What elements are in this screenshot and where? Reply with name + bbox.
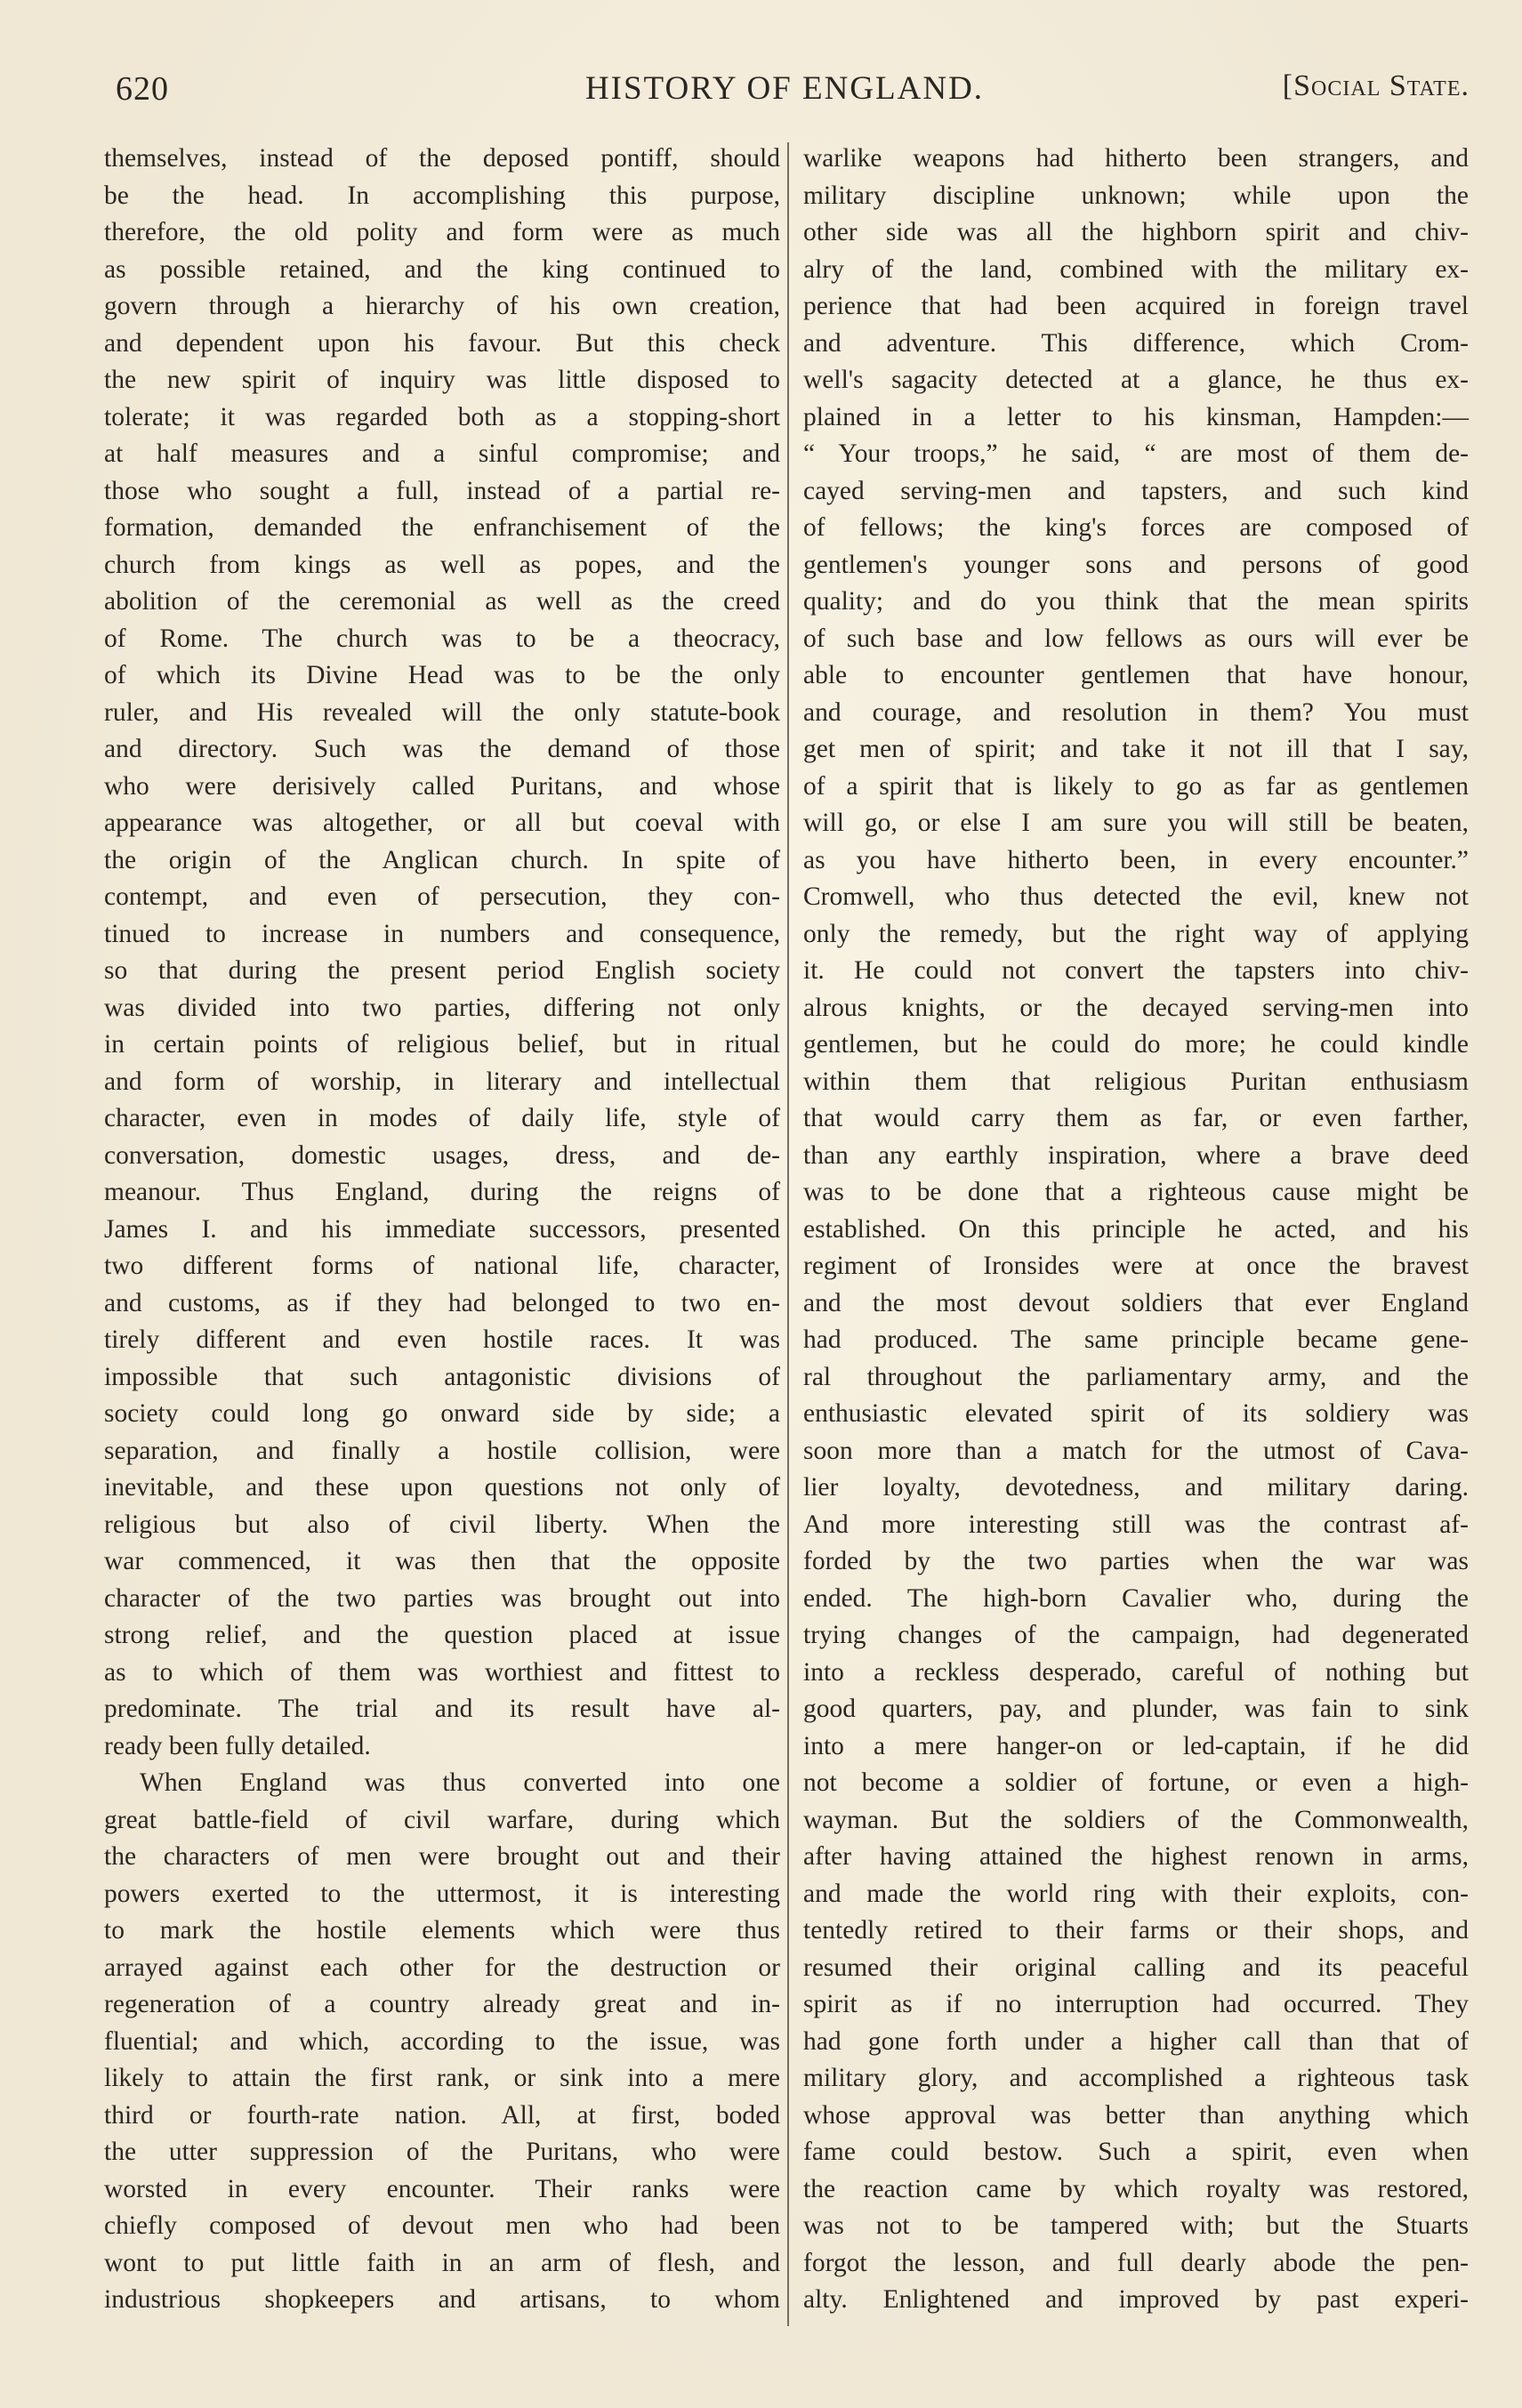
text-line: and courage, and resolution in them? You must xyxy=(803,697,1469,727)
text-line: into a reckless desperado, careful of nothing but xyxy=(803,1657,1469,1687)
page-header xyxy=(100,69,1470,112)
text-line: perience that had been acquired in foreign travel xyxy=(803,292,1469,320)
text-line: formation, demanded the enfranchisement of the xyxy=(104,513,780,542)
text-line: and made the world ring with their exploits, con- xyxy=(803,1879,1469,1908)
text-line: wayman. But the soldiers of the Commonwealth, xyxy=(803,1805,1469,1834)
text-line: at half measures and a sinful compromise; and xyxy=(104,439,780,468)
text-line: When England was thus converted into one xyxy=(140,1768,780,1797)
text-line: tinued to increase in numbers and consequence, xyxy=(104,919,780,948)
text-line: good quarters, pay, and plunder, was fain to sink xyxy=(803,1695,1469,1723)
text-line: the new spirit of inquiry was little disposed to xyxy=(104,366,780,394)
text-line: chiefly composed of devout men who had been xyxy=(104,2211,780,2240)
text-line: trying changes of the campaign, had degenerated xyxy=(803,1621,1469,1649)
text-line: character, even in modes of daily life, style of xyxy=(104,1104,780,1132)
text-line: the utter suppression of the Puritans, who were xyxy=(104,2138,780,2166)
text-line: ready been fully detailed. xyxy=(104,1731,371,1760)
text-line: conversation, domestic usages, dress, and de- xyxy=(104,1140,780,1170)
text-line: able to encounter gentlemen that have honour, xyxy=(803,661,1469,689)
text-line: those who sought a full, instead of a partial re- xyxy=(104,476,780,505)
text-line: church from kings as well as popes, and the xyxy=(104,550,780,579)
text-line: as to which of them was worthiest and fittest to xyxy=(104,1657,780,1687)
column-divider xyxy=(787,142,789,2326)
text-line: fluential; and which, according to the issue, was xyxy=(104,2026,780,2056)
text-line: predominate. The trial and its result have al- xyxy=(104,1695,780,1723)
text-line: meanour. Thus England, during the reigns of xyxy=(104,1178,780,1206)
text-line: forded by the two parties when the war was xyxy=(803,1547,1469,1575)
text-line: powers exerted to the uttermost, it is interesting xyxy=(104,1879,780,1908)
text-line: only the remedy, but the right way of applying xyxy=(803,919,1469,948)
text-line: within them that religious Puritan enthusiasm xyxy=(803,1067,1469,1096)
text-line: that would carry them as far, or even farther, xyxy=(803,1104,1469,1132)
text-line: of which its Divine Head was to be the only xyxy=(104,661,780,689)
text-line: James I. and his immediate successors, presented xyxy=(104,1214,780,1244)
text-line: to mark the hostile elements which were thus xyxy=(104,1916,780,1945)
text-line: ral throughout the parliamentary army, and the xyxy=(803,1362,1469,1391)
text-line: other side was all the highborn spirit and chiv- xyxy=(803,218,1469,246)
text-line: spirit as if no interruption had occurred. They xyxy=(803,1990,1469,2018)
text-line: was not to be tampered with; but the Stuarts xyxy=(803,2211,1469,2240)
text-line: Cromwell, who thus detected the evil, knew not xyxy=(803,882,1469,911)
text-line: whose approval was better than anything which xyxy=(803,2100,1469,2130)
text-line: gentlemen's younger sons and persons of good xyxy=(803,550,1469,579)
text-line: had gone forth under a higher call than that of xyxy=(803,2026,1469,2056)
text-line: impossible that such antagonistic divisions of xyxy=(104,1362,780,1391)
text-line: war commenced, it was then that the opposite xyxy=(104,1547,780,1575)
text-line: separation, and finally a hostile collision, were xyxy=(104,1436,780,1465)
text-line: wont to put little faith in an arm of flesh, and xyxy=(104,2248,780,2277)
text-line: of a spirit that is likely to go as far as gentlemen xyxy=(803,771,1469,801)
text-line: “ Your troops,” he said, “ are most of them de- xyxy=(803,439,1469,468)
text-line: military discipline unknown; while upon the xyxy=(803,181,1469,210)
text-line: was to be done that a righteous cause might be xyxy=(803,1178,1469,1206)
text-line: in certain points of religious belief, but in ritual xyxy=(104,1030,780,1059)
text-line: tentedly retired to their farms or their shops, and xyxy=(803,1916,1469,1945)
text-line: well's sagacity detected at a glance, he thus ex- xyxy=(803,366,1469,394)
text-line: forgot the lesson, and full dearly abode the pen- xyxy=(803,2248,1469,2277)
text-line: worsted in every encounter. Their ranks were xyxy=(104,2174,780,2203)
text-line: as possible retained, and the king continued to xyxy=(104,254,780,284)
text-line: arrayed against each other for the destruction or xyxy=(104,1953,780,1982)
text-line: resumed their original calling and its peaceful xyxy=(803,1953,1469,1982)
text-line: and dependent upon his favour. But this check xyxy=(104,328,780,358)
text-line: lier loyalty, devotedness, and military daring. xyxy=(803,1473,1469,1502)
text-line: established. On this principle he acted, and his xyxy=(803,1214,1469,1244)
text-line: so that during the present period English society xyxy=(104,956,780,985)
text-line: get men of spirit; and take it not ill that I say, xyxy=(803,735,1469,763)
left-text-column xyxy=(104,141,780,2319)
text-line: contempt, and even of persecution, they con- xyxy=(104,882,780,911)
text-line: cayed serving-men and tapsters, and such kind xyxy=(803,476,1469,505)
running-title: HISTORY OF ENGLAND. xyxy=(584,70,985,107)
text-line: society could long go onward side by side; a xyxy=(104,1399,780,1428)
text-line: regeneration of a country already great and in- xyxy=(104,1990,780,2018)
text-line: had produced. The same principle became gene- xyxy=(803,1325,1469,1354)
text-line: strong relief, and the question placed at issue xyxy=(104,1621,780,1649)
text-line: character of the two parties was brought out into xyxy=(104,1583,780,1613)
text-line: the origin of the Anglican church. In spite of xyxy=(104,845,780,874)
text-line: fame could bestow. Such a spirit, even when xyxy=(803,2138,1469,2166)
text-line: after having attained the highest renown in arms, xyxy=(803,1842,1469,1871)
text-line: military glory, and accomplished a righteous task xyxy=(803,2064,1469,2092)
text-line: ended. The high-born Cavalier who, during the xyxy=(803,1583,1469,1613)
text-line: as you have hitherto been, in every encounter.” xyxy=(803,845,1469,874)
page-number: 620 xyxy=(116,70,169,108)
text-line: tolerate; it was regarded both as a stopping-short xyxy=(104,402,780,431)
text-line: enthusiastic elevated spirit of its soldiery was xyxy=(803,1399,1469,1428)
text-line: abolition of the ceremonial as well as the creed xyxy=(104,587,780,616)
text-line: govern through a hierarchy of his own creation, xyxy=(104,292,780,320)
right-text-column xyxy=(803,141,1469,2319)
text-line: it. He could not convert the tapsters into chiv- xyxy=(803,956,1469,985)
text-line: gentlemen, but he could do more; he could kindle xyxy=(803,1030,1469,1059)
text-line: themselves, instead of the deposed pontiff, should xyxy=(104,144,780,173)
text-line: into a mere hanger-on or led-captain, if he did xyxy=(803,1731,1469,1760)
text-line: the reaction came by which royalty was restored, xyxy=(803,2174,1469,2203)
section-label: [Social State. xyxy=(1282,69,1470,102)
text-line: be the head. In accomplishing this purpose, xyxy=(104,181,780,210)
text-line: will go, or else I am sure you will still be beaten, xyxy=(803,809,1469,837)
text-line: of fellows; the king's forces are composed of xyxy=(803,513,1469,542)
text-line: therefore, the old polity and form were as much xyxy=(104,218,780,246)
text-line: and customs, as if they had belonged to two en- xyxy=(104,1288,780,1317)
text-line: religious but also of civil liberty. When the xyxy=(104,1510,780,1539)
text-line: and the most devout soldiers that ever England xyxy=(803,1288,1469,1317)
text-line: of such base and low fellows as ours will ever be xyxy=(803,624,1469,653)
text-line: plained in a letter to his kinsman, Hampden:— xyxy=(803,402,1469,431)
text-line: and adventure. This difference, which Crom- xyxy=(803,328,1469,358)
text-line: and form of worship, in literary and intellectual xyxy=(104,1067,780,1096)
text-line: inevitable, and these upon questions not only of xyxy=(104,1473,780,1502)
text-line: alrous knights, or the decayed serving-men into xyxy=(803,993,1469,1022)
text-line: alty. Enlightened and improved by past experi- xyxy=(803,2285,1469,2314)
text-line: third or fourth-rate nation. All, at first, boded xyxy=(104,2100,780,2130)
text-line: appearance was altogether, or all but coeval with xyxy=(104,809,780,837)
text-line: quality; and do you think that the mean spirits xyxy=(803,587,1469,616)
text-line: ruler, and His revealed will the only statute-book xyxy=(104,697,780,727)
text-line: soon more than a match for the utmost of Cava- xyxy=(803,1436,1469,1465)
text-line: than any earthly inspiration, where a brave deed xyxy=(803,1140,1469,1170)
text-line: warlike weapons had hitherto been strangers, and xyxy=(803,144,1469,173)
text-line: who were derisively called Puritans, and whose xyxy=(104,771,780,801)
text-line: And more interesting still was the contrast af- xyxy=(803,1510,1469,1539)
text-line: great battle-field of civil warfare, during which xyxy=(104,1805,780,1834)
text-line: alry of the land, combined with the military ex- xyxy=(803,254,1469,284)
text-line: not become a soldier of fortune, or even a high- xyxy=(803,1768,1469,1797)
text-line: tirely different and even hostile races. It was xyxy=(104,1325,780,1354)
text-line: and directory. Such was the demand of those xyxy=(104,735,780,763)
text-line: regiment of Ironsides were at once the bravest xyxy=(803,1252,1469,1280)
text-line: industrious shopkeepers and artisans, to whom xyxy=(104,2285,780,2314)
text-line: likely to attain the first rank, or sink into a mere xyxy=(104,2064,780,2092)
text-line: of Rome. The church was to be a theocracy, xyxy=(104,624,780,653)
text-line: was divided into two parties, differing not only xyxy=(104,993,780,1022)
text-line: two different forms of national life, character, xyxy=(104,1252,780,1280)
text-line: the characters of men were brought out and their xyxy=(104,1842,780,1871)
